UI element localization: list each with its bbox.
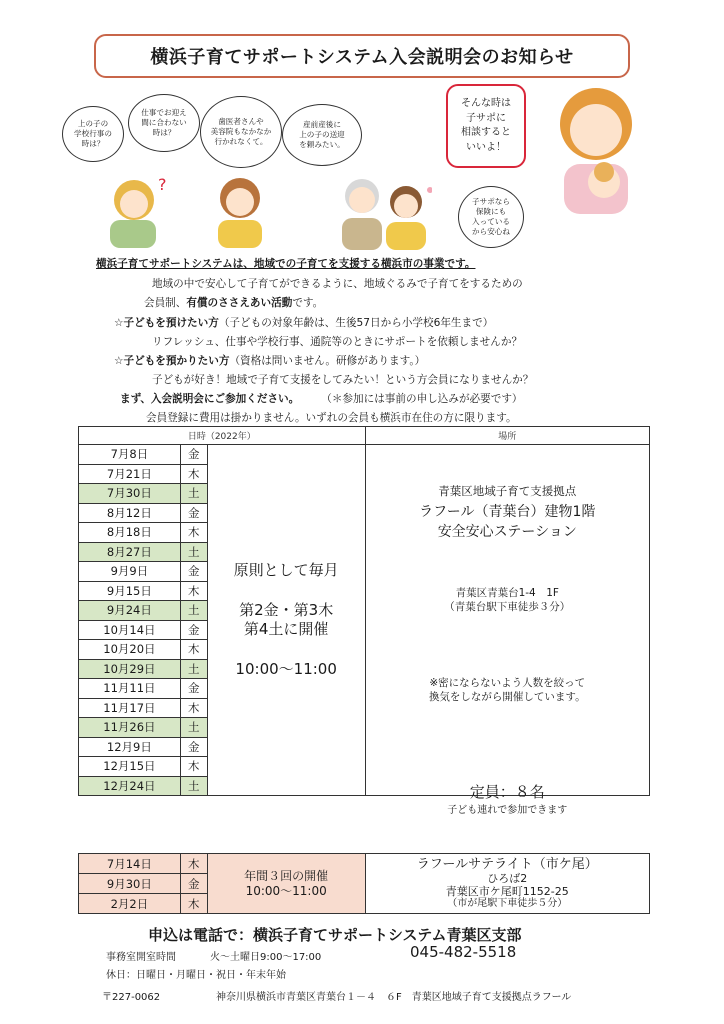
- date-cell: 9月30日: [79, 874, 181, 894]
- schedule-line-1: 原則として毎月: [233, 561, 339, 579]
- schedule-line-2: 第2金・第3木: [239, 600, 334, 619]
- satellite-place-cell: [365, 854, 649, 914]
- first-step-line: [120, 391, 523, 406]
- satellite-place-line-1: ラフールサテライト（市ケ尾）: [416, 856, 598, 872]
- date-cell: 2月2日: [79, 894, 181, 914]
- satellite-place-line-2: ひろば2: [487, 872, 528, 886]
- care-title: ☆子どもを預かりたい方: [114, 355, 230, 367]
- weekday-cell: 土: [180, 718, 207, 738]
- weekday-cell: 土: [180, 542, 207, 562]
- office-address: 神奈川県横浜市青葉区青葉台１－４ ６F 青葉区地域子育て支援拠点ラフール: [216, 992, 572, 1003]
- weekday-cell: 土: [180, 484, 207, 504]
- satellite-place-line-3: 青葉区市ケ尾町1152-25: [445, 885, 569, 899]
- date-cell: 11月26日: [79, 718, 181, 738]
- date-cell: 12月9日: [79, 737, 181, 757]
- want-to-entrust-line: [114, 315, 493, 330]
- table-row: [79, 854, 650, 874]
- weekday-cell: 金: [180, 874, 207, 894]
- office-hours: 火～土曜日9:00～17:00: [210, 952, 322, 963]
- speech-bubble-pre-post-birth: 産前産後に 上の子の送迎 を頼みたい。: [282, 104, 362, 166]
- place-line-1: 青葉区地域子育て支援拠点: [438, 484, 577, 498]
- intro-line-2b: 有償のささえあい活動: [186, 297, 293, 309]
- capacity: 定員：８名: [469, 783, 545, 801]
- address-line-1: 青葉区青葉台1-4 1F: [455, 587, 559, 599]
- mother-with-baby-illustration: [546, 84, 642, 214]
- satellite-place-line-4: （市が尾駅下車徒歩５分）: [447, 898, 568, 910]
- intro-line-2c: です。: [292, 297, 324, 309]
- fee-text: 会員登録に費用は掛かりません。いずれの会員も横浜市在住の方に限ります。: [146, 412, 517, 424]
- weekday-cell: 木: [180, 757, 207, 777]
- place-line-2: ラフール（青葉台）建物1階: [419, 504, 596, 520]
- weekday-cell: 金: [180, 679, 207, 699]
- place-cell: [365, 445, 649, 816]
- note-line-2: 換気をしながら開催しています。: [428, 691, 586, 703]
- intro-line-2: [144, 295, 323, 310]
- weekday-cell: 木: [180, 523, 207, 543]
- place-line-3: 安全安心ステーション: [437, 524, 577, 540]
- first-step-note: （＊参加には事前の申し込みが必要です）: [321, 393, 523, 405]
- weekday-cell: 金: [180, 562, 207, 582]
- intro-line-1: 地域の中で安心して子育てができるように、地域ぐるみで子育てをするための: [152, 278, 523, 290]
- svg-text:?: ?: [158, 175, 167, 194]
- speech-bubble-consult: そんな時は 子サポに 相談すると いいよ！: [446, 84, 526, 168]
- apply-by-phone: 申込は電話で：横浜子育てサポートシステム青葉区支部: [148, 926, 522, 944]
- note-line-1: ※密にならないよう人数を絞って: [429, 677, 586, 689]
- satellite-table: [78, 853, 650, 914]
- date-cell: 8月18日: [79, 523, 181, 543]
- speech-bubble-pickup: 仕事でお迎え 間に合わない 時は？: [128, 94, 200, 152]
- date-cell: 10月20日: [79, 640, 181, 660]
- weekday-cell: 金: [180, 503, 207, 523]
- table-row: [79, 445, 650, 465]
- date-cell: 7月30日: [79, 484, 181, 504]
- address-line-2: （青葉台駅下車徒歩３分）: [444, 601, 571, 613]
- date-cell: 12月15日: [79, 757, 181, 777]
- worried-mother-illustration: [96, 168, 176, 248]
- date-cell: 12月24日: [79, 776, 181, 796]
- capacity-note: 子ども連れで参加できます: [447, 805, 568, 816]
- schedule-table: [78, 426, 650, 816]
- want-text: リフレッシュ、仕事や学校行事、通院等のときにサポートを依頼しませんか？: [152, 336, 523, 348]
- weekday-cell: 土: [180, 776, 207, 796]
- date-cell: 8月12日: [79, 503, 181, 523]
- care-text: 子どもが好き！地域で子育て支援をしてみたい！という方会員になりませんか？: [152, 374, 534, 386]
- date-cell: 9月9日: [79, 562, 181, 582]
- first-step: まず、入会説明会にご参加ください。: [120, 393, 300, 405]
- date-cell: 10月14日: [79, 620, 181, 640]
- speech-bubble-dentist: 歯医者さんや 美容院もなかなか 行かれなくて。: [200, 96, 282, 168]
- satellite-schedule-line-1: 年間３回の開催: [244, 868, 329, 883]
- date-cell: 9月24日: [79, 601, 181, 621]
- satellite-schedule-cell: [207, 854, 365, 914]
- office-hours-label: 事務室開室時間: [106, 952, 176, 963]
- holidays: 休日：日曜日・月曜日・祝日・年末年始: [106, 970, 286, 981]
- satellite-schedule-time: 10:00～11:00: [245, 883, 327, 898]
- weekday-cell: 木: [180, 640, 207, 660]
- schedule-time: 10:00～11:00: [235, 659, 337, 678]
- weekday-cell: 金: [180, 620, 207, 640]
- weekday-cell: 木: [180, 464, 207, 484]
- troubled-woman-illustration: [206, 168, 276, 248]
- intro-line-2a: 会員制、: [144, 297, 187, 309]
- schedule-cell: [207, 445, 365, 796]
- weekday-cell: 木: [180, 854, 207, 874]
- want-title: ☆子どもを預けたい方: [114, 317, 219, 329]
- weekday-cell: 土: [180, 601, 207, 621]
- weekday-cell: 木: [180, 581, 207, 601]
- want-note: （子どもの対象年齢は、生後57日から小学校6年生まで）: [218, 317, 494, 329]
- header-date: 日時（2022年）: [79, 427, 366, 445]
- phone-number[interactable]: 045-482-5518: [410, 943, 517, 961]
- speech-bubble-school-event: 上の子の 学校行事の 時は？: [62, 106, 124, 162]
- header-place: 場所: [365, 427, 649, 445]
- page-title: 横浜子育てサポートシステム入会説明会のお知らせ: [94, 34, 630, 78]
- date-cell: 11月11日: [79, 679, 181, 699]
- date-cell: 8月27日: [79, 542, 181, 562]
- weekday-cell: 土: [180, 659, 207, 679]
- care-note: （資格は問いません。研修があります。）: [229, 355, 426, 367]
- date-cell: 11月17日: [79, 698, 181, 718]
- weekday-cell: 木: [180, 698, 207, 718]
- intro-headline: 横浜子育てサポートシステムは、地域での子育てを支援する横浜市の事業です。: [96, 258, 476, 270]
- weekday-cell: 木: [180, 894, 207, 914]
- postal-code: 〒227-0062: [102, 992, 161, 1003]
- date-cell: 7月14日: [79, 854, 181, 874]
- date-cell: 10月29日: [79, 659, 181, 679]
- date-cell: 7月21日: [79, 464, 181, 484]
- weekday-cell: 金: [180, 445, 207, 465]
- grandparents-illustration: [336, 160, 432, 250]
- weekday-cell: 金: [180, 737, 207, 757]
- want-to-care-line: [114, 353, 425, 368]
- date-cell: 7月8日: [79, 445, 181, 465]
- schedule-line-3: 第4土に開催: [243, 620, 329, 638]
- date-cell: 9月15日: [79, 581, 181, 601]
- speech-bubble-insurance: 子サポなら 保険にも 入っている から安心ね: [458, 186, 524, 248]
